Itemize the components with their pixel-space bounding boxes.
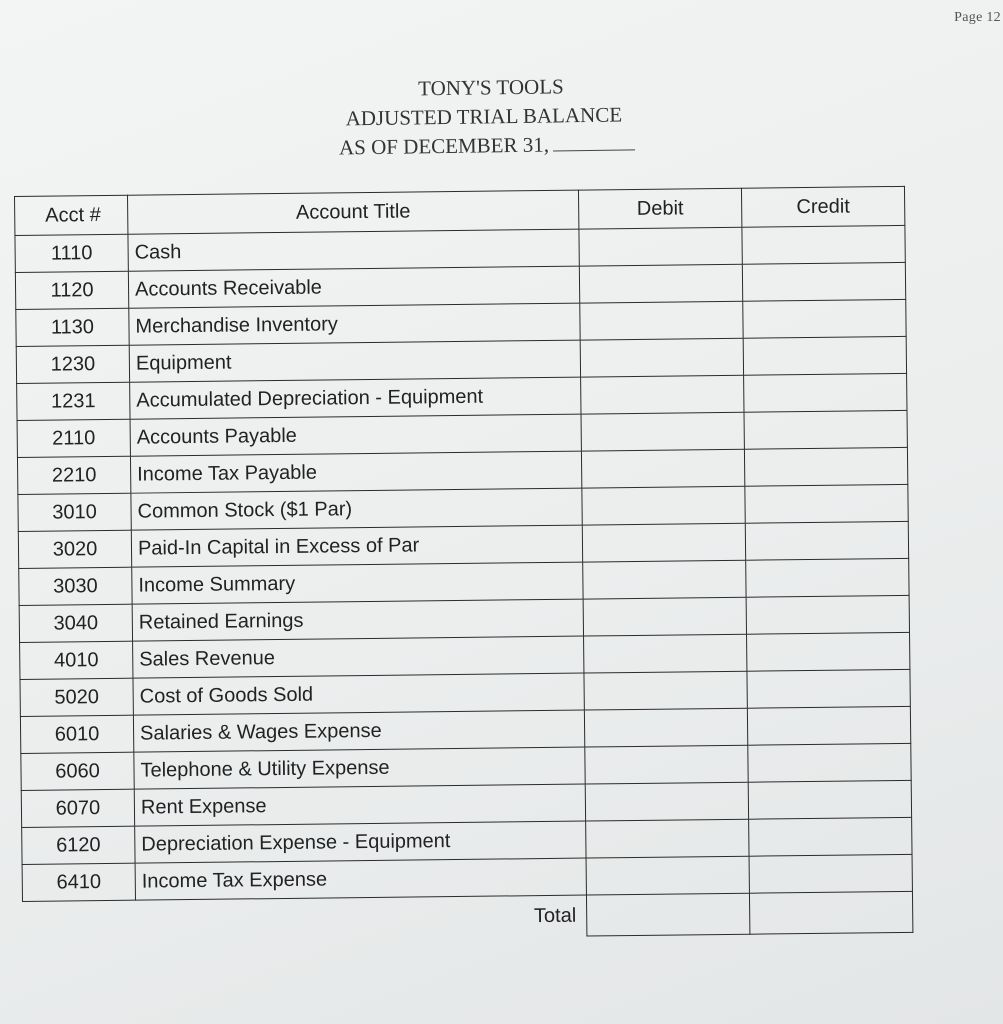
account-title-header: Account Title: [127, 190, 578, 234]
table-body: [15, 225, 912, 901]
account-number-cell: 3020: [18, 530, 131, 568]
debit-cell[interactable]: [586, 856, 749, 895]
account-title-cell: Accumulated Depreciation - Equipment: [130, 377, 581, 419]
account-number-cell: 6060: [21, 752, 134, 790]
debit-cell[interactable]: [581, 412, 744, 451]
account-title-cell: Telephone & Utility Expense: [134, 747, 585, 789]
trial-balance-table: [14, 186, 913, 943]
debit-cell[interactable]: [582, 523, 745, 562]
credit-cell[interactable]: [748, 780, 911, 819]
credit-cell[interactable]: [743, 336, 906, 375]
account-title-cell: Merchandise Inventory: [129, 303, 580, 345]
report-date-line: [301, 128, 721, 163]
report-date-prefix: AS OF DECEMBER 31,: [338, 132, 550, 160]
total-credit-cell[interactable]: [749, 891, 912, 934]
account-number-cell: 1231: [17, 382, 130, 420]
debit-cell[interactable]: [584, 671, 747, 710]
debit-cell[interactable]: [581, 449, 744, 488]
credit-cell[interactable]: [744, 410, 907, 449]
account-number-cell: 6410: [22, 863, 135, 901]
account-title-cell: Rent Expense: [134, 784, 585, 826]
account-number-cell: 1130: [16, 308, 129, 346]
debit-header: Debit: [578, 188, 741, 229]
account-title-cell: Retained Earnings: [132, 599, 583, 641]
total-label: Total: [533, 904, 577, 927]
account-number-cell: 3040: [19, 604, 132, 642]
credit-header: Credit: [741, 186, 904, 227]
credit-cell[interactable]: [749, 854, 912, 893]
page-number: Page 12: [954, 10, 1001, 25]
acct-number-header: Acct #: [15, 195, 128, 235]
account-number-cell: 6010: [20, 715, 133, 753]
account-title-cell: Cost of Goods Sold: [133, 673, 584, 715]
account-number-cell: 1120: [15, 271, 128, 309]
account-title-cell: Income Tax Payable: [130, 451, 581, 493]
debit-cell[interactable]: [581, 375, 744, 414]
report-title: ADJUSTED TRIAL BALANCE: [345, 102, 623, 131]
account-number-cell: 6070: [21, 789, 134, 827]
credit-cell[interactable]: [744, 373, 907, 412]
account-title-cell: Income Summary: [132, 562, 583, 604]
credit-cell[interactable]: [744, 447, 907, 486]
debit-cell[interactable]: [584, 634, 747, 673]
account-title-cell: Income Tax Expense: [135, 858, 586, 900]
credit-cell[interactable]: [749, 817, 912, 856]
credit-cell[interactable]: [747, 632, 910, 671]
credit-cell[interactable]: [746, 558, 909, 597]
debit-cell[interactable]: [584, 708, 747, 747]
account-number-cell: 4010: [20, 641, 133, 679]
account-title-cell: Salaries & Wages Expense: [133, 710, 584, 752]
account-title-cell: Sales Revenue: [133, 636, 584, 678]
account-number-cell: 3030: [19, 567, 132, 605]
credit-cell[interactable]: [746, 595, 909, 634]
debit-cell[interactable]: [579, 264, 742, 303]
credit-cell[interactable]: [745, 521, 908, 560]
account-title-cell: Cash: [128, 229, 579, 271]
credit-cell[interactable]: [743, 299, 906, 338]
account-title-cell: Accounts Payable: [130, 414, 581, 456]
account-number-cell: 1230: [16, 345, 129, 383]
account-number-cell: 1110: [15, 234, 128, 272]
debit-cell[interactable]: [585, 782, 748, 821]
debit-cell[interactable]: [583, 597, 746, 636]
credit-cell[interactable]: [742, 262, 905, 301]
account-number-cell: 2110: [17, 419, 130, 457]
company-name: TONY'S TOOLS: [418, 74, 564, 101]
debit-cell[interactable]: [586, 819, 749, 858]
total-row: [23, 891, 913, 942]
account-number-cell: 3010: [18, 493, 131, 531]
total-spacer: [23, 900, 136, 942]
total-debit-cell[interactable]: [586, 893, 749, 936]
debit-cell[interactable]: [583, 560, 746, 599]
debit-cell[interactable]: [585, 745, 748, 784]
account-title-cell: Equipment: [129, 340, 580, 382]
credit-cell[interactable]: [747, 669, 910, 708]
account-title-cell: Common Stock ($1 Par): [131, 488, 582, 530]
year-blank-field[interactable]: [553, 131, 635, 151]
trial-balance-table-wrapper: [14, 186, 913, 943]
debit-cell[interactable]: [579, 227, 742, 266]
debit-cell[interactable]: [582, 486, 745, 525]
account-title-cell: Accounts Receivable: [128, 266, 579, 308]
account-number-cell: 5020: [20, 678, 133, 716]
account-title-cell: Depreciation Expense - Equipment: [135, 821, 586, 863]
credit-cell[interactable]: [745, 484, 908, 523]
credit-cell[interactable]: [748, 743, 911, 782]
debit-cell[interactable]: [580, 301, 743, 340]
account-title-cell: Paid-In Capital in Excess of Par: [131, 525, 582, 567]
debit-cell[interactable]: [580, 338, 743, 377]
account-number-cell: 2210: [17, 456, 130, 494]
credit-cell[interactable]: [747, 706, 910, 745]
account-number-cell: 6120: [22, 826, 135, 864]
credit-cell[interactable]: [742, 225, 905, 264]
report-header: [300, 70, 721, 163]
